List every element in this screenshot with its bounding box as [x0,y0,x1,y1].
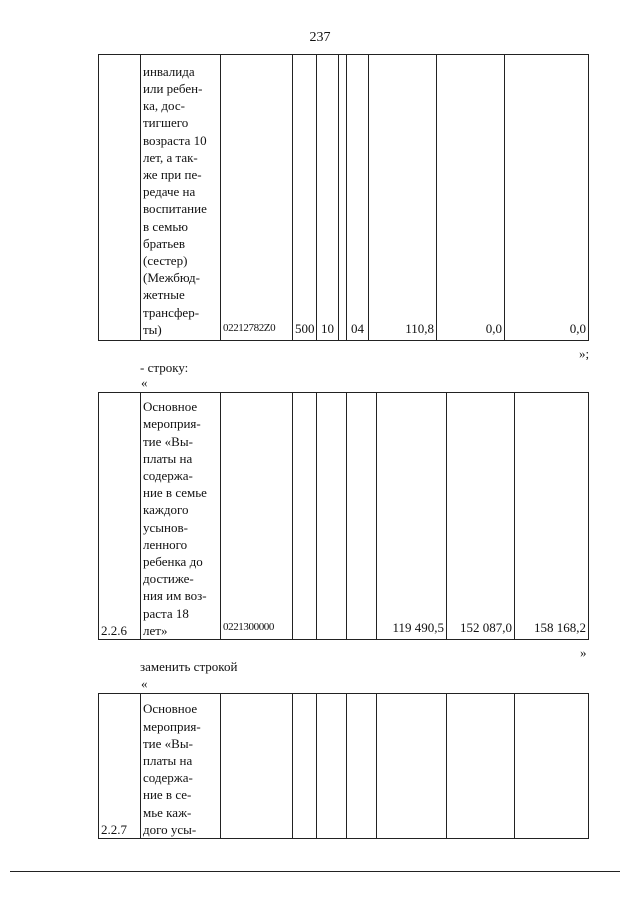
empty-cell [515,694,589,839]
instruction-line-row: - строку: [140,360,189,375]
table-row [99,55,589,341]
empty-cell [293,393,317,640]
empty-cell [377,694,447,839]
empty-cell [347,694,377,839]
empty-cell [317,694,347,839]
closing-quote-1: »; [579,346,590,361]
value-year3-cell: 158 168,2 [515,393,589,640]
empty-cell [339,55,347,341]
budget-code-cell: 02212782Z0 [221,55,293,341]
value-year1-cell: 110,8 [369,55,437,341]
empty-cell [221,694,293,839]
closing-quote-2: » [580,645,587,660]
row-description-cell: Основное мероприя- тие «Вы- платы на содержа- ние в се- мье каж- дого усы- [141,694,221,839]
row-index-cell [99,55,141,341]
opening-quote-1: « [141,375,148,390]
row-description-cell: инвалида или ребен- ка, дос- тигшего возраста 10 лет, а так- же при пе- редаче на воспитание в семью братьев (сестер) (Межбюд- жетные трансфер- ты) [141,55,221,341]
empty-cell [447,694,515,839]
instruction-line-replace: заменить строкой [140,659,238,674]
opening-quote-2: « [141,676,148,691]
row-index-cell: 2.2.7 [99,694,141,839]
expense-type-cell: 500 [293,55,317,341]
row-description-cell: Основное мероприя- тие «Вы- платы на содержа- ние в семье каждого усынов- ленного ребенка до достиже- ния им воз- раста 18 лет» [141,393,221,640]
value-year2-cell: 152 087,0 [447,393,515,640]
table-row [99,694,589,839]
budget-code-cell: 0221300000 [221,393,293,640]
value-year1-cell: 119 490,5 [377,393,447,640]
page-bottom-rule [10,871,620,872]
empty-cell [347,393,377,640]
budget-table-continued [98,54,589,341]
table-row [99,393,589,640]
empty-cell [317,393,347,640]
budget-table-row-226 [98,392,589,640]
empty-cell [293,694,317,839]
value-year3-cell: 0,0 [505,55,589,341]
value-year2-cell: 0,0 [437,55,505,341]
section-cell: 10 [317,55,339,341]
budget-table-row-227 [98,693,589,839]
row-index-cell: 2.2.6 [99,393,141,640]
subsection-cell: 04 [347,55,369,341]
page-number: 237 [309,30,331,45]
